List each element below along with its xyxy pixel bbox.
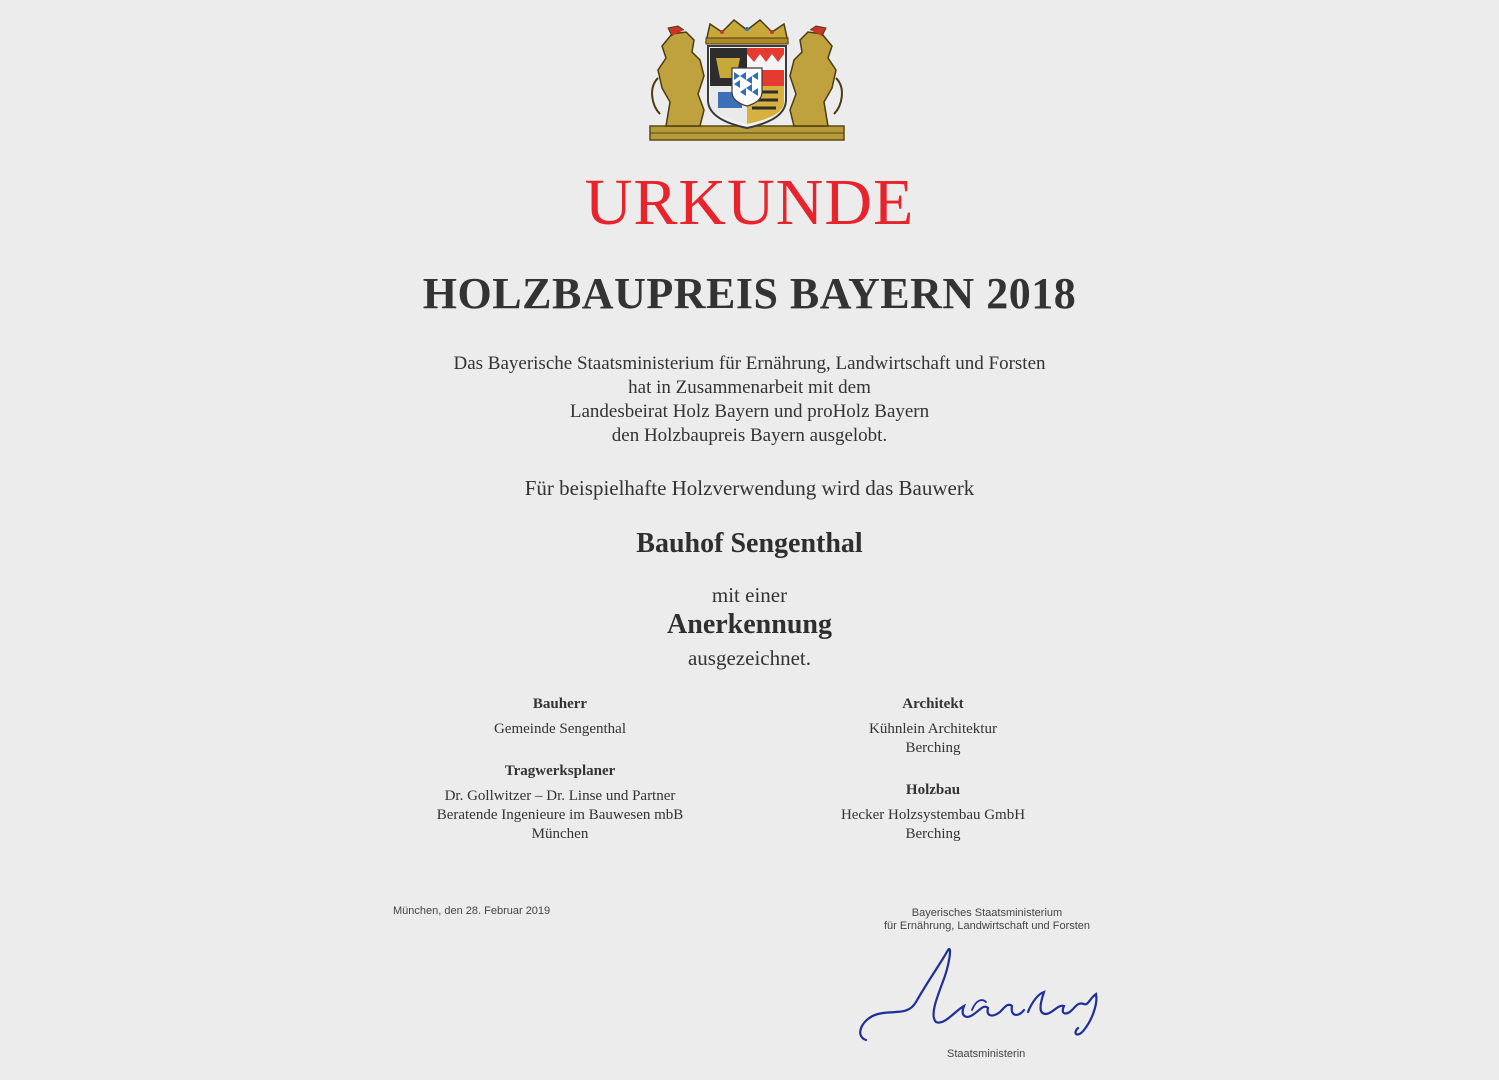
- signature-icon: [852, 944, 1110, 1056]
- credit-label: Holzbau: [905, 782, 961, 798]
- credit-value: München: [531, 826, 589, 842]
- credit-value: Beratende Ingenieure im Bauwesen mbB: [436, 807, 684, 823]
- credit-value: Gemeinde Sengenthal: [493, 721, 627, 737]
- award-name: HOLZBAUPREIS BAYERN 2018: [422, 269, 1077, 318]
- issuer: [830, 907, 1144, 933]
- award-level: Anerkennung: [667, 609, 832, 640]
- with-a-text: mit einer: [711, 583, 788, 607]
- coat-of-arms-icon: [648, 18, 846, 142]
- intro-line: Das Bayerische Staatsministerium für Ernährung, Landwirtschaft und Forsten: [453, 353, 1046, 374]
- credit-architekt: [733, 695, 1133, 758]
- intro-line: hat in Zusammenarbeit mit dem: [628, 377, 871, 398]
- statement-text: Für beispielhafte Holzverwendung wird das Bauwerk: [524, 476, 975, 500]
- credit-tragwerksplaner: [360, 762, 760, 844]
- credit-bauherr: [360, 695, 760, 739]
- credit-label: Tragwerksplaner: [504, 763, 616, 779]
- credit-label: Architekt: [902, 696, 964, 712]
- building-name: Bauhof Sengenthal: [636, 528, 863, 559]
- place-date: München, den 28. Februar 2019: [393, 905, 551, 917]
- credit-value: Berching: [905, 826, 961, 842]
- signer-role: Staatsministerin: [947, 1048, 1026, 1060]
- credit-value: Hecker Holzsystembau GmbH: [840, 807, 1026, 823]
- credit-value: Berching: [905, 740, 961, 756]
- document-title: URKUNDE: [584, 166, 915, 239]
- credit-holzbau: [733, 781, 1133, 844]
- intro-paragraph: [0, 352, 1499, 448]
- credit-value: Dr. Gollwitzer – Dr. Linse und Partner: [444, 788, 676, 804]
- issuer-line: Bayerisches Staatsministerium: [911, 907, 1063, 919]
- issuer-line: für Ernährung, Landwirtschaft und Forsten: [883, 920, 1091, 932]
- awarded-text: ausgezeichnet.: [687, 646, 812, 670]
- intro-line: Landesbeirat Holz Bayern und proHolz Bayern: [569, 401, 930, 422]
- credit-value: Kühnlein Architektur: [869, 721, 997, 737]
- intro-line: den Holzbaupreis Bayern ausgelobt.: [611, 425, 888, 446]
- credit-label: Bauherr: [532, 696, 588, 712]
